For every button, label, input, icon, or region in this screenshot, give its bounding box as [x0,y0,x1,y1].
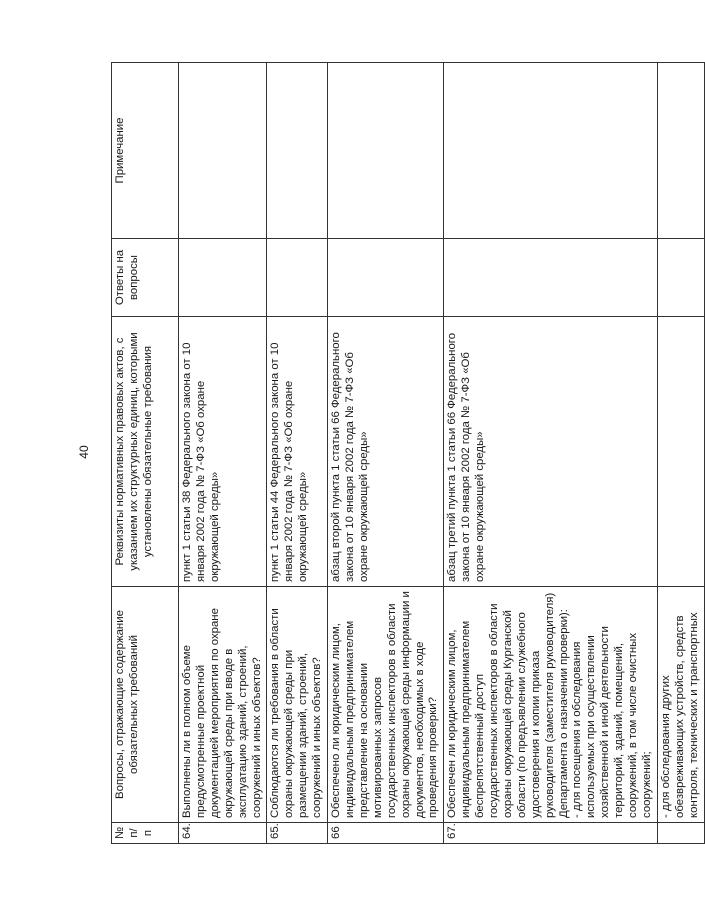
row-question: Обеспечен ли юридическим лицом, индивидуальным предпринимателем беспрепятственный доступ государственных инспекторов в области охраны окружающей среды Курганской области (по предъявлении служебного удостоверения и копии приказа руководителя (заместителя руководителя) Департамента о назначении проверки): - для посещения и обследования используемых при осуществлении хозяйственной и иной деятельности территорий, зданий, помещений, сооружений, в том числе очистных сооружений; [444,587,658,823]
header-requisites: Реквизиты нормативных правовых актов, с указанием их структурных единиц, которыми установлены обязательные требования [112,317,179,587]
row-num: 64. [179,823,267,844]
row-requisites: пункт 1 статьи 44 Федерального закона от 10 января 2002 года № 7-ФЗ «Об охране окружающей среды» [267,317,328,587]
row-note[interactable] [179,63,267,239]
header-question: Вопросы, отражающие содержание обязательных требований [112,587,179,823]
header-note: Примечание [112,63,179,239]
page-number: 40 [77,445,91,459]
table-row [444,63,658,844]
row-note[interactable] [657,63,704,239]
row-note[interactable] [444,63,658,239]
header-answers: Ответы на вопросы [112,239,179,317]
row-question: Обеспечено ли юридическим лицом, индивидуальным предпринимателем представление на основании мотивированных запросов государственных инспекторов в области охраны окружающей среды информации и документов, необходимых в ходе проведения проверки? [328,587,444,823]
row-note[interactable] [267,63,328,239]
table-row [267,63,328,844]
row-answer[interactable] [657,239,704,317]
row-num: 65. [267,823,328,844]
row-num: 66 [328,823,444,844]
row-answer[interactable] [328,239,444,317]
row-note[interactable] [328,63,444,239]
row-answer[interactable] [444,239,658,317]
table-row [328,63,444,844]
row-question: Соблюдаются ли требования в области охраны окружающей среды при размещении зданий, строений, сооружений и иных объектов? [267,587,328,823]
table-row-continuation [657,63,704,844]
row-num [657,823,704,844]
row-requisites: абзац третий пункта 1 статьи 66 Федерального закона от 10 января 2002 года № 7-ФЗ «Об охране окружающей среды» [444,317,658,587]
table-row [179,63,267,844]
row-requisites: абзац второй пункта 1 статьи 66 Федерального закона от 10 января 2002 года № 7-ФЗ «Об охране окружающей среды» [328,317,444,587]
row-question: - для обследования других обезвреживающих устройств, средств контроля, технических и транспортных [657,587,704,823]
row-requisites: пункт 1 статьи 38 Федерального закона от 10 января 2002 года № 7-ФЗ «Об охране окружающей среды» [179,317,267,587]
row-num: 67. [444,823,658,844]
row-answer[interactable] [179,239,267,317]
checklist-table [111,62,705,844]
row-requisites [657,317,704,587]
header-num: № п/п [112,823,179,844]
row-answer[interactable] [267,239,328,317]
row-question: Выполнены ли в полном объеме предусмотренные проектной документацией мероприятия по охране окружающей среды при вводе в эксплуатацию зданий, строений, сооружений и иных объектов? [179,587,267,823]
checklist-table-wrapper [111,63,700,844]
table-header-row [112,63,179,844]
